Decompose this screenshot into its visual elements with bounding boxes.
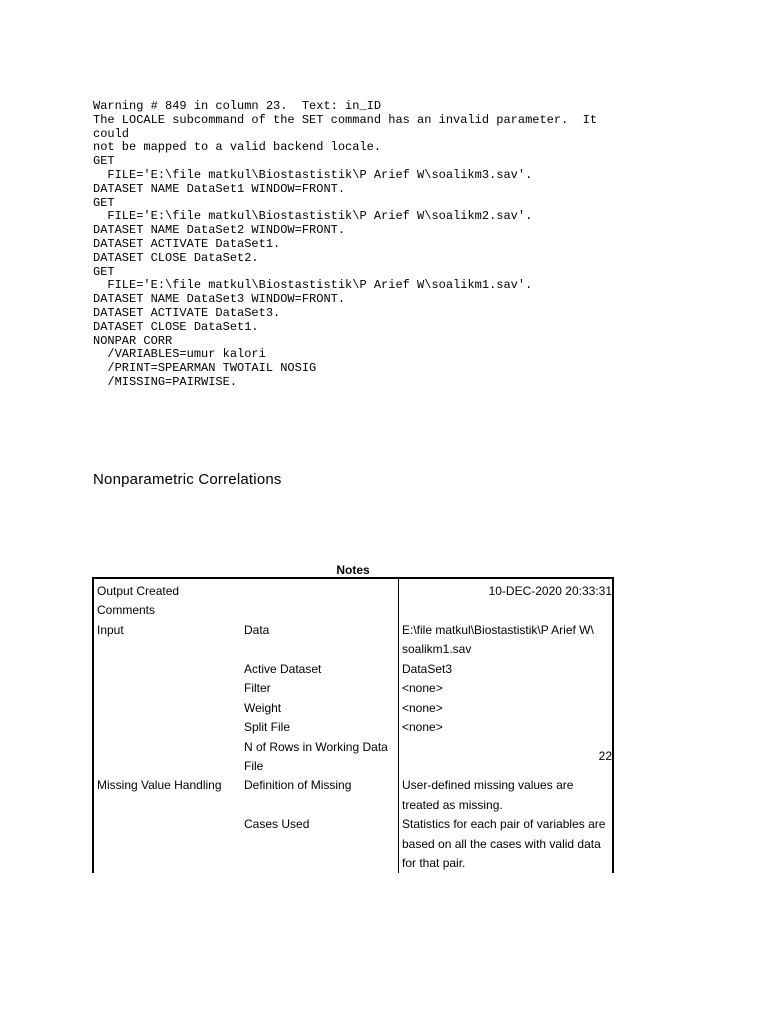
syntax-line: could	[93, 126, 130, 141]
syntax-line: /PRINT=SPEARMAN TWOTAIL NOSIG	[93, 361, 317, 376]
syntax-line: NONPAR CORR	[93, 333, 173, 348]
comments-label: Comments	[97, 603, 156, 618]
syntax-line: FILE='E:\file matkul\Biostastistik\P Arief W\soalikm3.sav'.	[93, 167, 533, 182]
split-file-value: <none>	[402, 720, 443, 735]
active-dataset-value: DataSet3	[402, 662, 453, 676]
syntax-line: /VARIABLES=umur kalori	[93, 347, 266, 362]
syntax-line: DATASET NAME DataSet3 WINDOW=FRONT.	[93, 292, 346, 307]
missing-value-handling-label: Missing Value Handling	[97, 778, 222, 793]
notes-table	[92, 577, 614, 873]
syntax-line: GET	[93, 154, 115, 169]
data-label: Data	[244, 622, 270, 637]
n-rows-label-line1: N of Rows in Working Data	[244, 739, 388, 754]
syntax-line: DATASET CLOSE DataSet1.	[93, 319, 259, 334]
syntax-line: /MISSING=PAIRWISE.	[93, 374, 238, 389]
n-rows-value: 22	[598, 749, 612, 764]
definition-of-missing-label: Definition of Missing	[244, 778, 352, 793]
syntax-line: DATASET ACTIVATE DataSet1.	[93, 236, 281, 251]
column-divider	[398, 579, 399, 873]
syntax-line: Warning # 849 in column 23. Text: in_ID	[93, 99, 382, 113]
syntax-line: DATASET CLOSE DataSet2.	[93, 250, 259, 265]
cases-used-label: Cases Used	[244, 817, 310, 832]
syntax-line: DATASET NAME DataSet1 WINDOW=FRONT.	[93, 181, 346, 196]
syntax-line: FILE='E:\file matkul\Biostastistik\P Arief W\soalikm2.sav'.	[93, 209, 533, 224]
syntax-line: DATASET ACTIVATE DataSet3.	[93, 305, 281, 320]
syntax-line: GET	[93, 264, 115, 279]
syntax-line: DATASET NAME DataSet2 WINDOW=FRONT.	[93, 223, 346, 238]
syntax-line: GET	[93, 195, 115, 210]
section-heading: Nonparametric Correlations	[93, 471, 282, 488]
active-dataset-label: Active Dataset	[244, 662, 322, 676]
output-created-value: 10-DEC-2020 20:33:31	[488, 584, 612, 598]
input-label: Input	[97, 622, 124, 637]
filter-label: Filter	[244, 681, 271, 696]
n-rows-label-line2: File	[244, 759, 264, 773]
notes-table-title: Notes	[336, 563, 370, 577]
syntax-line: not be mapped to a valid backend locale.	[93, 140, 382, 155]
weight-label: Weight	[244, 700, 282, 715]
filter-value: <none>	[402, 681, 443, 696]
weight-value: <none>	[402, 700, 443, 715]
output-created-label: Output Created	[97, 584, 180, 598]
split-file-label: Split File	[244, 720, 291, 735]
definition-of-missing-value: User-defined missing values are treated as missing.	[402, 778, 574, 812]
syntax-log	[93, 100, 653, 390]
syntax-line: FILE='E:\file matkul\Biostastistik\P Arief W\soalikm1.sav'.	[93, 278, 533, 293]
cases-used-value: Statistics for each pair of variables are based on all the cases with valid data for that pair.	[402, 817, 606, 870]
data-value: E:\file matkul\Biostastistik\P Arief W\ soalikm1.sav	[402, 622, 594, 657]
syntax-line: The LOCALE subcommand of the SET command has an invalid parameter. It	[93, 112, 598, 127]
